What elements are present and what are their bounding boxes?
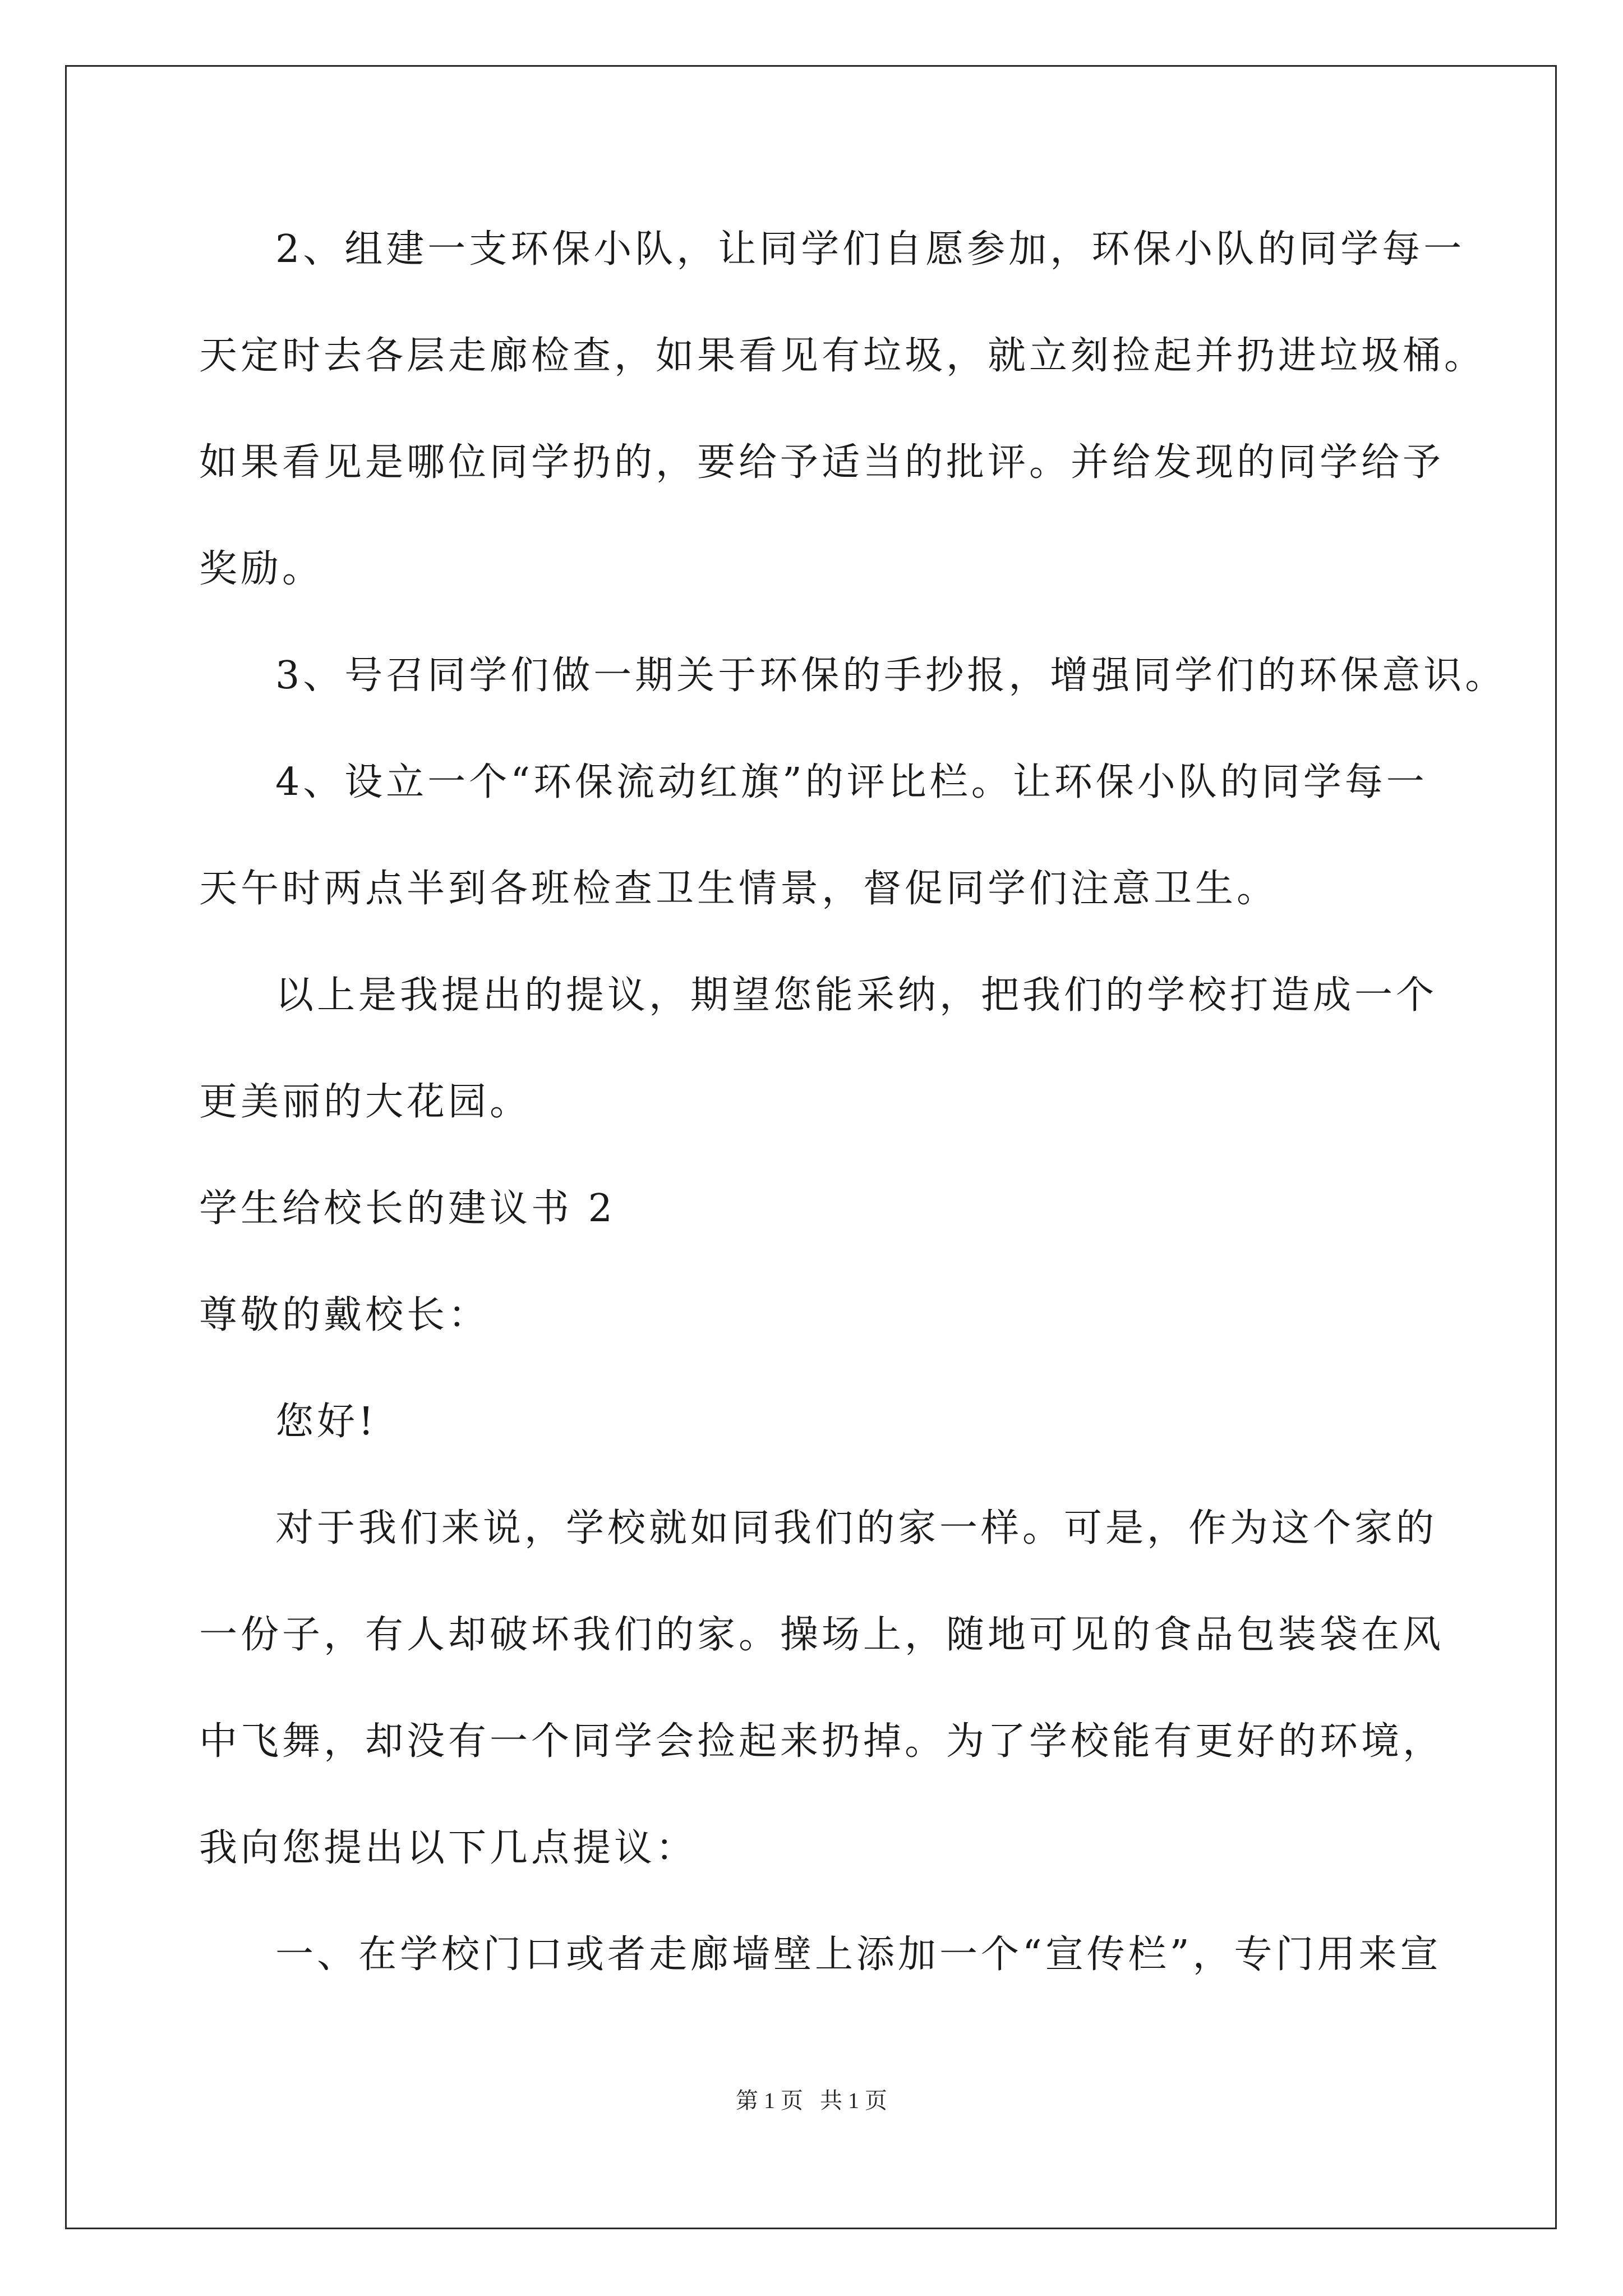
paragraph-line: 天午时两点半到各班检查卫生情景，督促同学们注意卫生。 bbox=[199, 867, 1279, 911]
paragraph-line: 4、设立一个“环保流动红旗”的评比栏。让环保小队的同学每一 bbox=[275, 760, 1428, 804]
paragraph-line: 3、号召同学们做一期关于环保的手抄报，增强同学们的环保意识。 bbox=[275, 654, 1507, 698]
paragraph-line: 一、在学校门口或者走廊墙壁上添加一个“宣传栏”，专门用来宣 bbox=[275, 1932, 1442, 1977]
salutation: 尊敬的戴校长： bbox=[199, 1293, 490, 1337]
page-footer bbox=[0, 2087, 1623, 2115]
paragraph-line: 我向您提出以下几点提议： bbox=[199, 1826, 698, 1870]
page-border bbox=[65, 65, 1557, 2229]
paragraph-line: 更美丽的大花园。 bbox=[199, 1080, 532, 1124]
section-title: 学生给校长的建议书 2 bbox=[199, 1186, 616, 1231]
page-number-current: 第 1 页 bbox=[736, 2088, 803, 2113]
paragraph-line: 天定时去各层走廊检查，如果看见有垃圾，就立刻捡起并扔进垃圾桶。 bbox=[199, 334, 1486, 378]
page-number-total: 共 1 页 bbox=[820, 2088, 887, 2113]
paragraph-line: 一份子，有人却破坏我们的家。操场上，随地可见的食品包装袋在风 bbox=[199, 1613, 1445, 1657]
greeting: 您好! bbox=[275, 1400, 377, 1444]
paragraph-line: 中飞舞，却没有一个同学会捡起来扔掉。为了学校能有更好的环境， bbox=[199, 1719, 1445, 1764]
paragraph-line: 对于我们来说，学校就如同我们的家一样。可是，作为这个家的 bbox=[275, 1506, 1438, 1550]
paragraph-line: 如果看见是哪位同学扔的，要给予适当的批评。并给发现的同学给予 bbox=[199, 440, 1445, 485]
paragraph-line: 奖励。 bbox=[199, 547, 324, 591]
paragraph-line: 以上是我提出的提议，期望您能采纳，把我们的学校打造成一个 bbox=[275, 973, 1438, 1018]
paragraph-line: 2、组建一支环保小队，让同学们自愿参加，环保小队的同学每一 bbox=[275, 227, 1465, 272]
